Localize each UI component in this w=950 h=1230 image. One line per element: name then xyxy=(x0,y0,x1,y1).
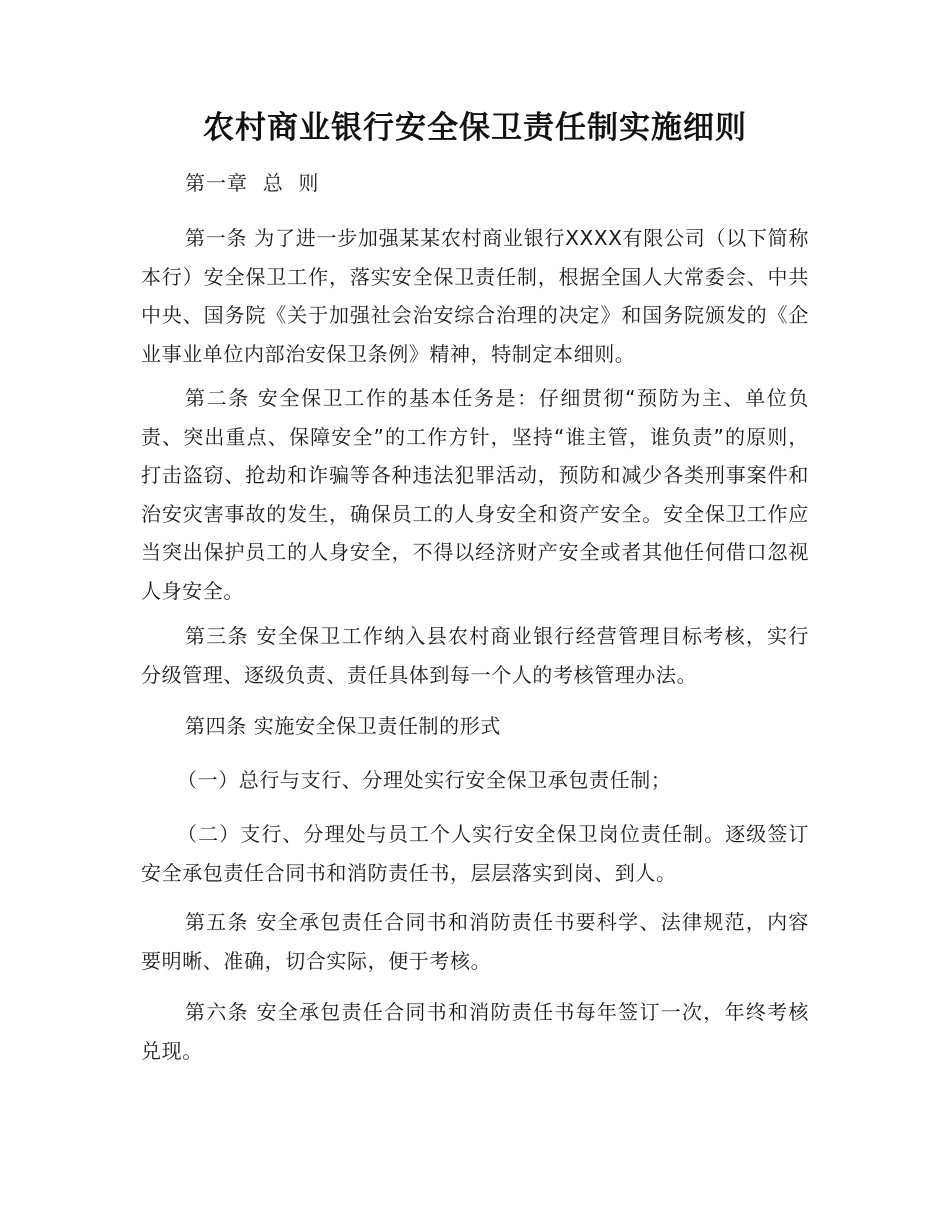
article-6: 第六条 安全承包责任合同书和消防责任书每年签订一次，年终考核兑现。 xyxy=(141,1000,809,1063)
document-title: 农村商业银行安全保卫责任制实施细则 xyxy=(203,110,747,146)
chapter-heading xyxy=(185,164,319,202)
chapter-name: 总 则 xyxy=(262,171,320,195)
article-4: 第四条 实施安全保卫责任制的形式 xyxy=(185,714,501,738)
article-2: 第二条 安全保卫工作的基本任务是：仔细贯彻“预防为主、单位负责、突出重点、保障安全”的工作方针，坚持“谁主管，谁负责”的原则，打击盗窃、抢劫和诈骗等各种违法犯罪活动，预防和减少各类刑事案件和治安灾害事故的发生，确保员工的人身安全和资产安全。安全保卫工作应当突出保护员工的人身安全，不得以经济财产安全或者其他任何借口忽视人身安全。 xyxy=(141,386,809,603)
chapter-label: 第一章 xyxy=(185,171,248,195)
article-3: 第三条 安全保卫工作纳入县农村商业银行经营管理目标考核，实行分级管理、逐级负责、责任具体到每一个人的考核管理办法。 xyxy=(141,624,809,687)
article-4-item-2: （二）支行、分理处与员工个人实行安全保卫岗位责任制。逐级签订安全承包责任合同书和消防责任书，层层落实到岗、到人。 xyxy=(141,822,809,885)
article-5: 第五条 安全承包责任合同书和消防责任书要科学、法律规范，内容要明晰、准确，切合实际，便于考核。 xyxy=(141,910,809,973)
article-1: 第一条 为了进一步加强某某农村商业银行XXXX有限公司（以下简称本行）安全保卫工作，落实安全保卫责任制，根据全国人大常委会、中共中央、国务院《关于加强社会治安综合治理的决定》和国务院颁发的《企业事业单位内部治安保卫条例》精神，特制定本细则。 xyxy=(141,226,809,366)
article-4-item-1: （一）总行与支行、分理处实行安全保卫承包责任制； xyxy=(177,768,672,792)
